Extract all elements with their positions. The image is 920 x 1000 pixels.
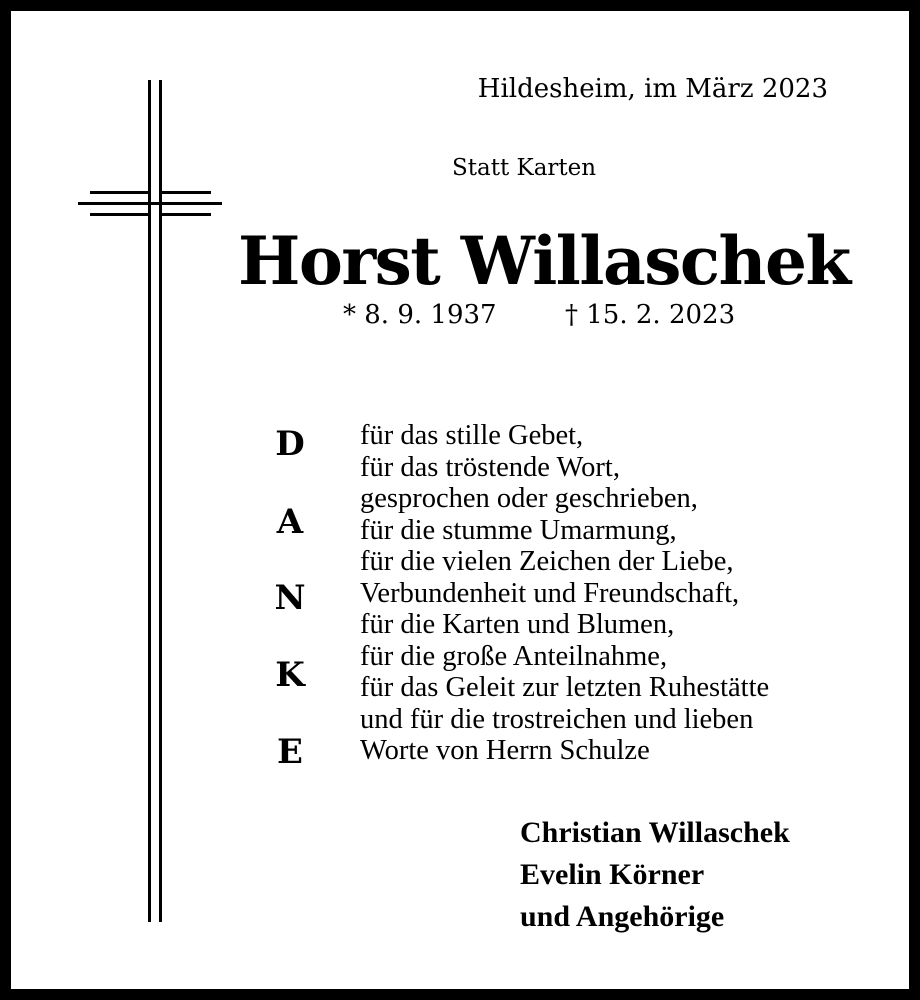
- danke-letter: A: [276, 502, 304, 542]
- thanks-list: [360, 420, 769, 767]
- signers-list: [520, 812, 790, 938]
- deceased-name: Horst Willaschek: [238, 222, 850, 300]
- thanks-line: gesprochen oder geschrieben,: [360, 483, 698, 514]
- thanks-line: für das Geleit zur letzten Ruhestätte: [360, 672, 770, 703]
- thanks-line: für das tröstende Wort,: [360, 451, 620, 483]
- signer-name: und Angehörige: [520, 900, 725, 933]
- cross-icon: [78, 80, 222, 922]
- thanks-line: und für die trostreichen und lieben: [360, 703, 754, 735]
- danke-letter: D: [275, 424, 305, 464]
- thanks-line: für das stille Gebet,: [360, 420, 584, 451]
- thanks-line: für die vielen Zeichen der Liebe,: [360, 546, 734, 577]
- thanks-line: für die stumme Umarmung,: [360, 514, 677, 546]
- signer-name: Evelin Körner: [520, 858, 705, 891]
- thanks-line: Worte von Herrn Schulze: [360, 735, 650, 766]
- signer-name: Christian Willaschek: [520, 816, 790, 849]
- death-date: † 15. 2. 2023: [565, 300, 736, 330]
- place-date: Hildesheim, im März 2023: [477, 74, 828, 104]
- thanks-line: für die Karten und Blumen,: [360, 609, 675, 640]
- danke-letter: N: [274, 578, 306, 618]
- birth-date: * 8. 9. 1937: [343, 300, 497, 330]
- danke-letter: E: [277, 732, 303, 772]
- thanks-line: Verbundenheit und Freundschaft,: [360, 577, 740, 609]
- danke-letter: K: [275, 655, 305, 695]
- statt-karten: Statt Karten: [452, 155, 597, 181]
- thanks-line: für die große Anteilnahme,: [360, 640, 668, 672]
